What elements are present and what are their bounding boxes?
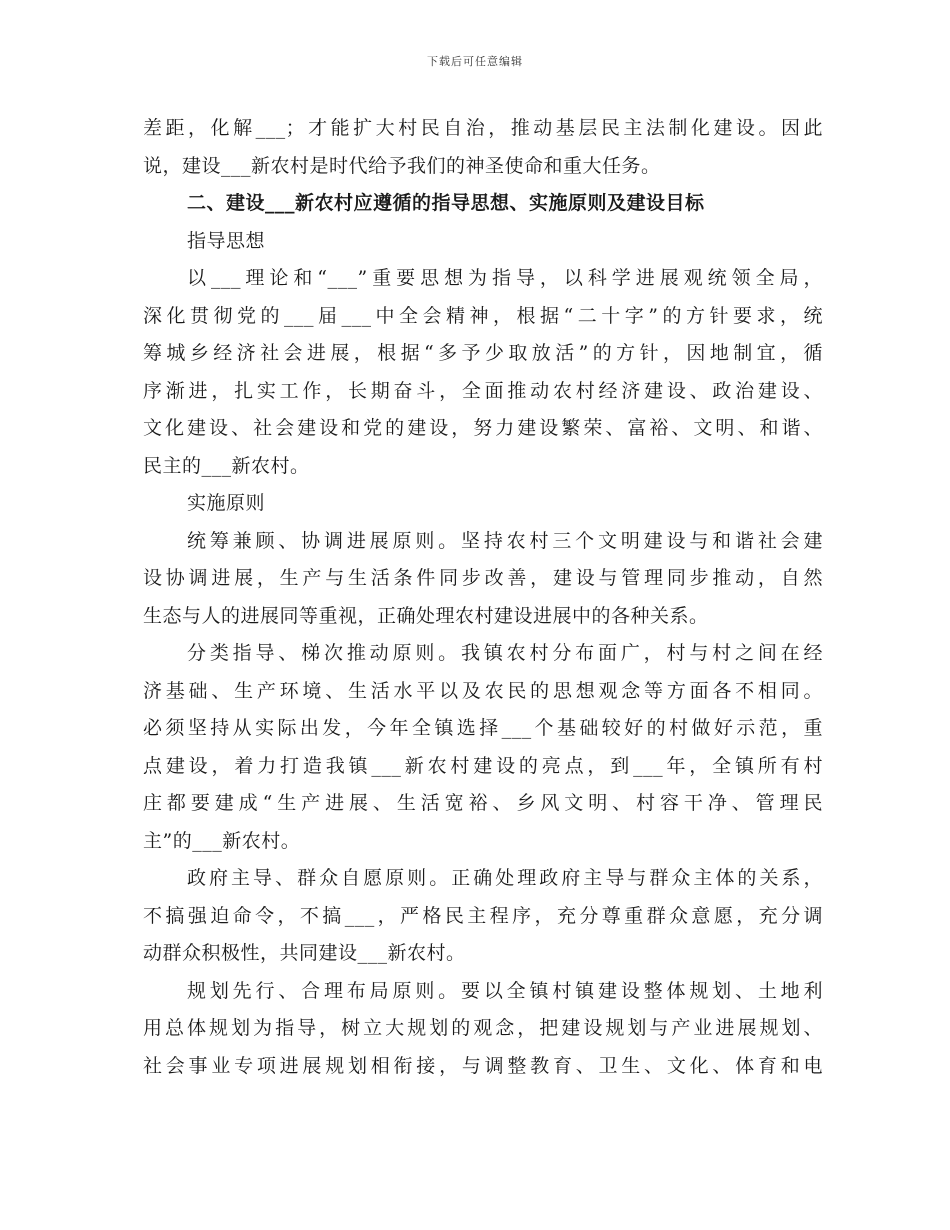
subsection-title: 指导思想: [187, 229, 266, 252]
subsection-title: 实施原则: [187, 492, 266, 514]
text-line: 点建设，着力打造我镇___新农村建设的亮点，到___年，全镇所有村: [143, 754, 823, 777]
text-line: 庄都要建成“生产进展、生活宽裕、乡风文明、村容干净、管理民: [143, 792, 823, 814]
text-line: 差距，化解___；才能扩大村民自治，推动基层民主法制化建设。因此: [143, 117, 823, 139]
page-header: 下载后可任意编辑: [427, 55, 523, 68]
text-line: 动群众积极性，共同建设___新农村。: [143, 942, 466, 964]
text-line: 以___理论和“___”重要思想为指导，以科学进展观统领全局，: [187, 267, 823, 289]
text-line: 不搞强迫命令，不搞___，严格民主程序，充分尊重群众意愿，充分调: [143, 904, 823, 927]
text-line: 统筹兼顾、协调进展原则。坚持农村三个文明建设与和谐社会建: [187, 529, 823, 552]
text-line: 规划先行、合理布局原则。要以全镇村镇建设整体规划、土地利: [187, 979, 823, 1002]
text-line: 深化贯彻党的___届___中全会精神，根据“二十字”的方针要求，统: [143, 304, 823, 327]
text-line: 必须坚持从实际出发，今年全镇选择___个基础较好的村做好示范，重: [143, 717, 823, 739]
text-line: 文化建设、社会建设和党的建设，努力建设繁荣、富裕、文明、和谐、: [143, 417, 823, 439]
document-body: [143, 110, 823, 1085]
text-line: 设协调进展，生产与生活条件同步改善，建设与管理同步推动，自然: [143, 567, 823, 589]
text-line: 说，建设___新农村是时代给予我们的神圣使命和重大任务。: [143, 154, 661, 177]
text-line: 序渐进，扎实工作，长期奋斗，全面推动农村经济建设、政治建设、: [143, 379, 823, 402]
text-line: 社会事业专项进展规划相衔接，与调整教育、卫生、文化、体育和电: [143, 1054, 823, 1077]
text-line: 济基础、生产环境、生活水平以及农民的思想观念等方面各不相同。: [143, 679, 823, 702]
text-line: 政府主导、群众自愿原则。正确处理政府主导与群众主体的关系，: [187, 867, 823, 889]
text-line: 分类指导、梯次推动原则。我镇农村分布面广，村与村之间在经: [187, 642, 823, 664]
text-line: 生态与人的进展同等重视，正确处理农村建设进展中的各种关系。: [143, 604, 709, 627]
text-line: 民主的___新农村。: [143, 454, 310, 477]
section-heading: 二、建设___新农村应遵循的指导思想、实施原则及建设目标: [187, 192, 705, 214]
text-line: 用总体规划为指导，树立大规划的观念，把建设规划与产业进展规划、: [143, 1017, 823, 1039]
text-line: 筹城乡经济社会进展，根据“多予少取放活”的方针，因地制宜，循: [143, 342, 823, 364]
text-line: 主”的___新农村。: [143, 829, 301, 852]
